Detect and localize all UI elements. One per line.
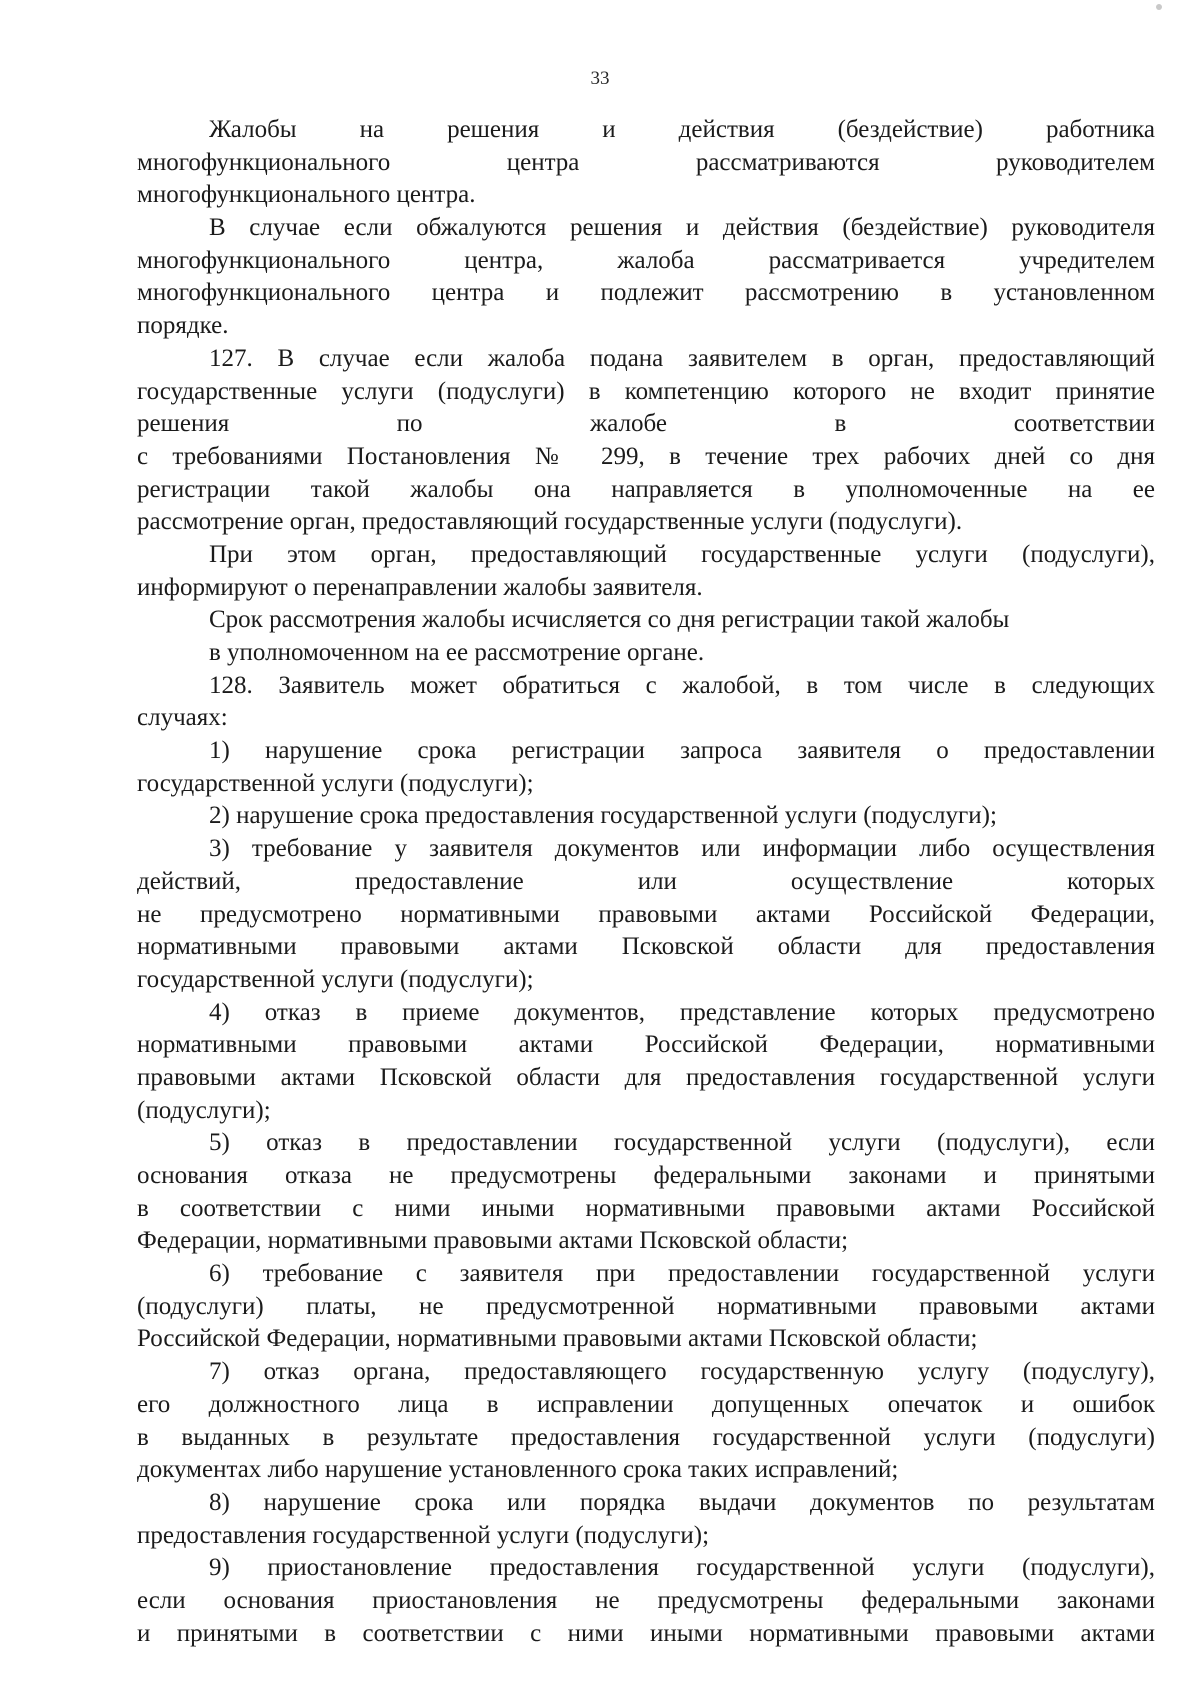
text-line: предоставления государственной услуги (подуслуги); [137, 1521, 710, 1549]
text-line: информируют о перенаправлении жалобы заявителя. [137, 573, 703, 601]
document-body [137, 114, 1155, 1650]
text-line: При этом орган, предоставляющий государственные услуги (подуслуги), [209, 540, 1155, 568]
text-line: Российской Федерации, нормативными правовыми актами Псковской области; [137, 1325, 978, 1353]
text-line: 7) отказ органа, предоставляющего государственную услугу (подуслугу), [209, 1358, 1155, 1386]
text-line: (подуслуги) платы, не предусмотренной нормативными правовыми актами [137, 1292, 1155, 1320]
text-line: нормативными правовыми актами Псковской области для предоставления [137, 933, 1155, 961]
text-line: Срок рассмотрения жалобы исчисляется со дня регистрации такой жалобы [209, 606, 1010, 634]
text-line: в выданных в результате предоставления государственной услуги (подуслуги) [137, 1423, 1155, 1451]
text-line: 9) приостановление предоставления государственной услуги (подуслуги), [209, 1554, 1155, 1582]
text-line: его должностного лица в исправлении допущенных опечаток и ошибок [137, 1390, 1155, 1418]
text-line: многофункционального центра рассматриваются руководителем [137, 148, 1155, 176]
text-line: Жалобы на решения и действия (бездействие) работника [209, 116, 1155, 143]
text-line: 127. В случае если жалоба подана заявителем в орган, предоставляющий [209, 344, 1155, 372]
text-line: многофункционального центра, жалоба рассматривается учредителем [137, 246, 1155, 274]
text-line: не предусмотрено нормативными правовыми актами Российской Федерации, [137, 900, 1155, 928]
text-line: 2) нарушение срока предоставления государственной услуги (подуслуги); [209, 802, 997, 830]
text-line: правовыми актами Псковской области для предоставления государственной услуги [137, 1063, 1155, 1091]
text-line: в уполномоченном на ее рассмотрение органе. [209, 639, 705, 666]
page-number: 33 [590, 68, 610, 89]
text-line: действий, предоставление или осуществление которых [137, 867, 1155, 895]
text-line: с требованиями Постановления № 299, в течение трех рабочих дней со дня [137, 442, 1155, 470]
text-line: случаях: [137, 704, 228, 732]
text-line: решения по жалобе в соответствии [137, 410, 1155, 438]
scan-speck [1156, 4, 1162, 10]
text-line: нормативными правовыми актами Российской Федерации, нормативными [137, 1031, 1155, 1059]
text-line: регистрации такой жалобы она направляется в уполномоченные на ее [137, 475, 1155, 503]
text-line: 3) требование у заявителя документов или информации либо осуществления [209, 835, 1155, 863]
text-line: рассмотрение орган, предоставляющий государственные услуги (подуслуги). [137, 508, 963, 536]
text-line: (подуслуги); [137, 1096, 271, 1124]
text-line: 6) требование с заявителя при предоставлении государственной услуги [209, 1260, 1155, 1288]
text-line: 1) нарушение срока регистрации запроса заявителя о предоставлении [209, 737, 1155, 765]
text-line: в соответствии с ними иными нормативными правовыми актами Российской [137, 1194, 1155, 1222]
text-line: порядке. [137, 312, 229, 340]
text-line: основания отказа не предусмотрены федеральными законами и принятыми [137, 1162, 1155, 1189]
text-line: В случае если обжалуются решения и действия (бездействие) руководителя [209, 214, 1155, 242]
text-line: документах либо нарушение установленного срока таких исправлений; [137, 1456, 899, 1484]
text-line: 4) отказ в приеме документов, представление которых предусмотрено [209, 998, 1155, 1026]
text-line: 8) нарушение срока или порядка выдачи документов по результатам [209, 1488, 1155, 1516]
text-line: 5) отказ в предоставлении государственной услуги (подуслуги), если [209, 1129, 1155, 1157]
text-line: 128. Заявитель может обратиться с жалобой, в том числе в следующих [209, 671, 1155, 699]
text-line: и принятыми в соответствии с ними иными нормативными правовыми актами [137, 1619, 1155, 1647]
text-line: Федерации, нормативными правовыми актами Псковской области; [137, 1227, 849, 1255]
text-line: государственной услуги (подуслуги); [137, 965, 534, 993]
text-line: государственной услуги (подуслуги); [137, 769, 534, 797]
text-line: многофункционального центра. [137, 181, 476, 209]
text-line: государственные услуги (подуслуги) в компетенцию которого не входит принятие [137, 377, 1155, 405]
text-line: многофункционального центра и подлежит рассмотрению в установленном [137, 279, 1155, 307]
text-line: если основания приостановления не предусмотрены федеральными законами [137, 1586, 1155, 1614]
